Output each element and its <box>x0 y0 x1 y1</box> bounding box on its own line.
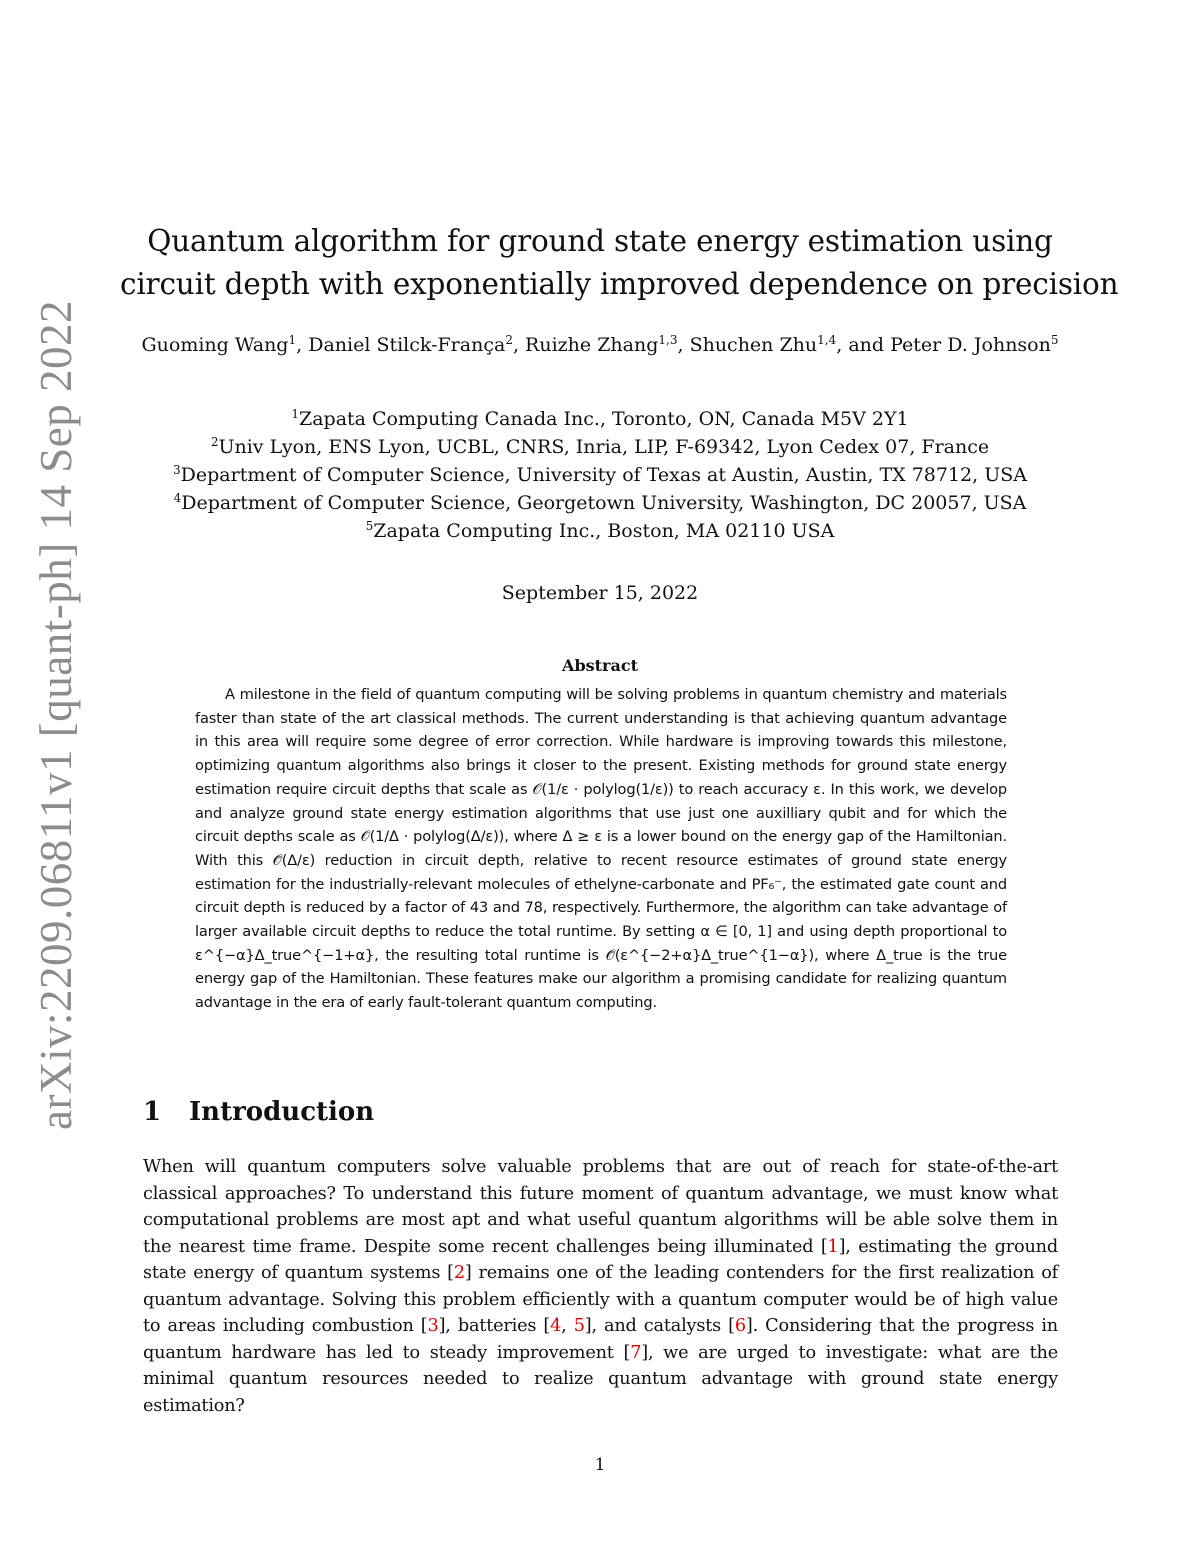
citation-link[interactable]: 1 <box>827 1236 839 1257</box>
abstract-heading: Abstract <box>562 656 638 675</box>
affiliation: $^2$Univ Lyon, ENS Lyon, UCBL, CNRS, Inria, LIP, F-69342, Lyon Cedex 07, France <box>210 435 990 458</box>
page-number: 1 <box>594 1455 606 1475</box>
citation-link[interactable]: 5 <box>573 1316 585 1336</box>
author-list <box>130 332 1070 358</box>
author: Peter D. Johnson$^5$ <box>890 333 1059 356</box>
affiliation: $^3$Department of Computer Science, University of Texas at Austin, Austin, TX 78712, USA <box>173 463 1027 486</box>
abstract-body <box>195 683 1007 1015</box>
section-heading-introduction <box>143 1097 374 1127</box>
author: Ruizhe Zhang$^{1,3}$, <box>525 333 690 356</box>
affiliation-list <box>120 405 1080 545</box>
citation-link[interactable]: 3 <box>427 1316 439 1336</box>
paper-title <box>120 220 1119 306</box>
citation-link[interactable]: 7 <box>630 1342 642 1363</box>
paper-title-line-2: circuit depth with exponentially improved dependence on precision <box>120 267 1119 301</box>
affiliation: $^5$Zapata Computing Inc., Boston, MA 02110 USA <box>365 519 835 542</box>
citation-link[interactable]: 2 <box>453 1263 465 1283</box>
arxiv-identifier-stamp: arXiv:2209.06811v1 [quant-ph] 14 Sep 2022 <box>31 300 81 1130</box>
author: Guoming Wang$^1$, <box>141 333 309 356</box>
author: Shuchen Zhu$^{1,4}$, and <box>689 333 891 356</box>
abstract-text: A milestone in the field of quantum computing will be solving problems in quantum chemistry and materials faster than state of the art classical methods. The current understanding is that achieving quantum advantage in this area will require some degree of error correction. While hardware is improving towards this milestone, optimizing quantum algorithms also brings it closer to the present. Existing methods for ground state energy estimation require circuit depths that scale as 𝒪(1/ε · polylog(1/ε)) to reach accuracy ε. In this work, we develop and analyze ground state energy estimation algorithms that use just one auxilliary qubit and for which the circuit depths scale as 𝒪(1/Δ · polylog(Δ/ε)), where Δ ≥ ε is a lower bound on the energy gap of the Hamiltonian. With this 𝒪̃(Δ/ε) reduction in circuit depth, relative to recent resource estimates of ground state energy estimation for the industrially-relevant molecules of ethelyne-carbonate and PF₆⁻, the estimated gate count and circuit depth is reduced by a factor of 43 and 78, respectively. Furthermore, the algorithm can take advantage of larger available circuit depths to reduce the total runtime. By setting α ∈ [0, 1] and using depth proportional to ε^{−α}Δ_true^{−1+α}, the resulting total runtime is 𝒪̃(ε^{−2+α}Δ_true^{1−α}), where Δ_true is the true energy gap of the Hamiltonian. These features make our algorithm a promising candidate for realizing quantum advantage in the era of early fault-tolerant quantum computing. <box>195 686 1007 1012</box>
paper-title-line-1: Quantum algorithm for ground state energy estimation using <box>147 224 1053 258</box>
citation-link[interactable]: 4 <box>550 1316 562 1336</box>
introduction-paragraph: When will quantum computers solve valuable problems that are out of reach for state-of-the-art classical approaches? To understand this future moment of quantum advantage, we must know what computational problems are most apt and what useful quantum algorithms will be able solve them in the nearest time frame. Despite some recent challenges being illuminated [1], estimating the ground state energy of quantum systems [2] remains one of the leading contenders for the first realization of quantum advantage. Solving this problem efficiently with a quantum computer would be of high value to areas including combustion [3], batteries [4, 5], and catalysts [6]. Considering that the progress in quantum hardware has led to steady improvement [7], we are urged to investigate: what are the minimal quantum resources needed to realize quantum advantage with ground state energy estimation? <box>143 1157 1058 1416</box>
author: Daniel Stilck-França$^2$, <box>308 333 526 356</box>
publication-date: September 15, 2022 <box>501 582 699 604</box>
section-number: 1 <box>143 1097 162 1127</box>
affiliation: $^1$Zapata Computing Canada Inc., Toronto, ON, Canada M5V 2Y1 <box>291 407 909 430</box>
section-title: Introduction <box>189 1097 375 1127</box>
citation-link[interactable]: 6 <box>734 1316 746 1336</box>
introduction-body <box>143 1154 1058 1419</box>
affiliation: $^4$Department of Computer Science, Georgetown University, Washington, DC 20057, USA <box>173 491 1027 514</box>
